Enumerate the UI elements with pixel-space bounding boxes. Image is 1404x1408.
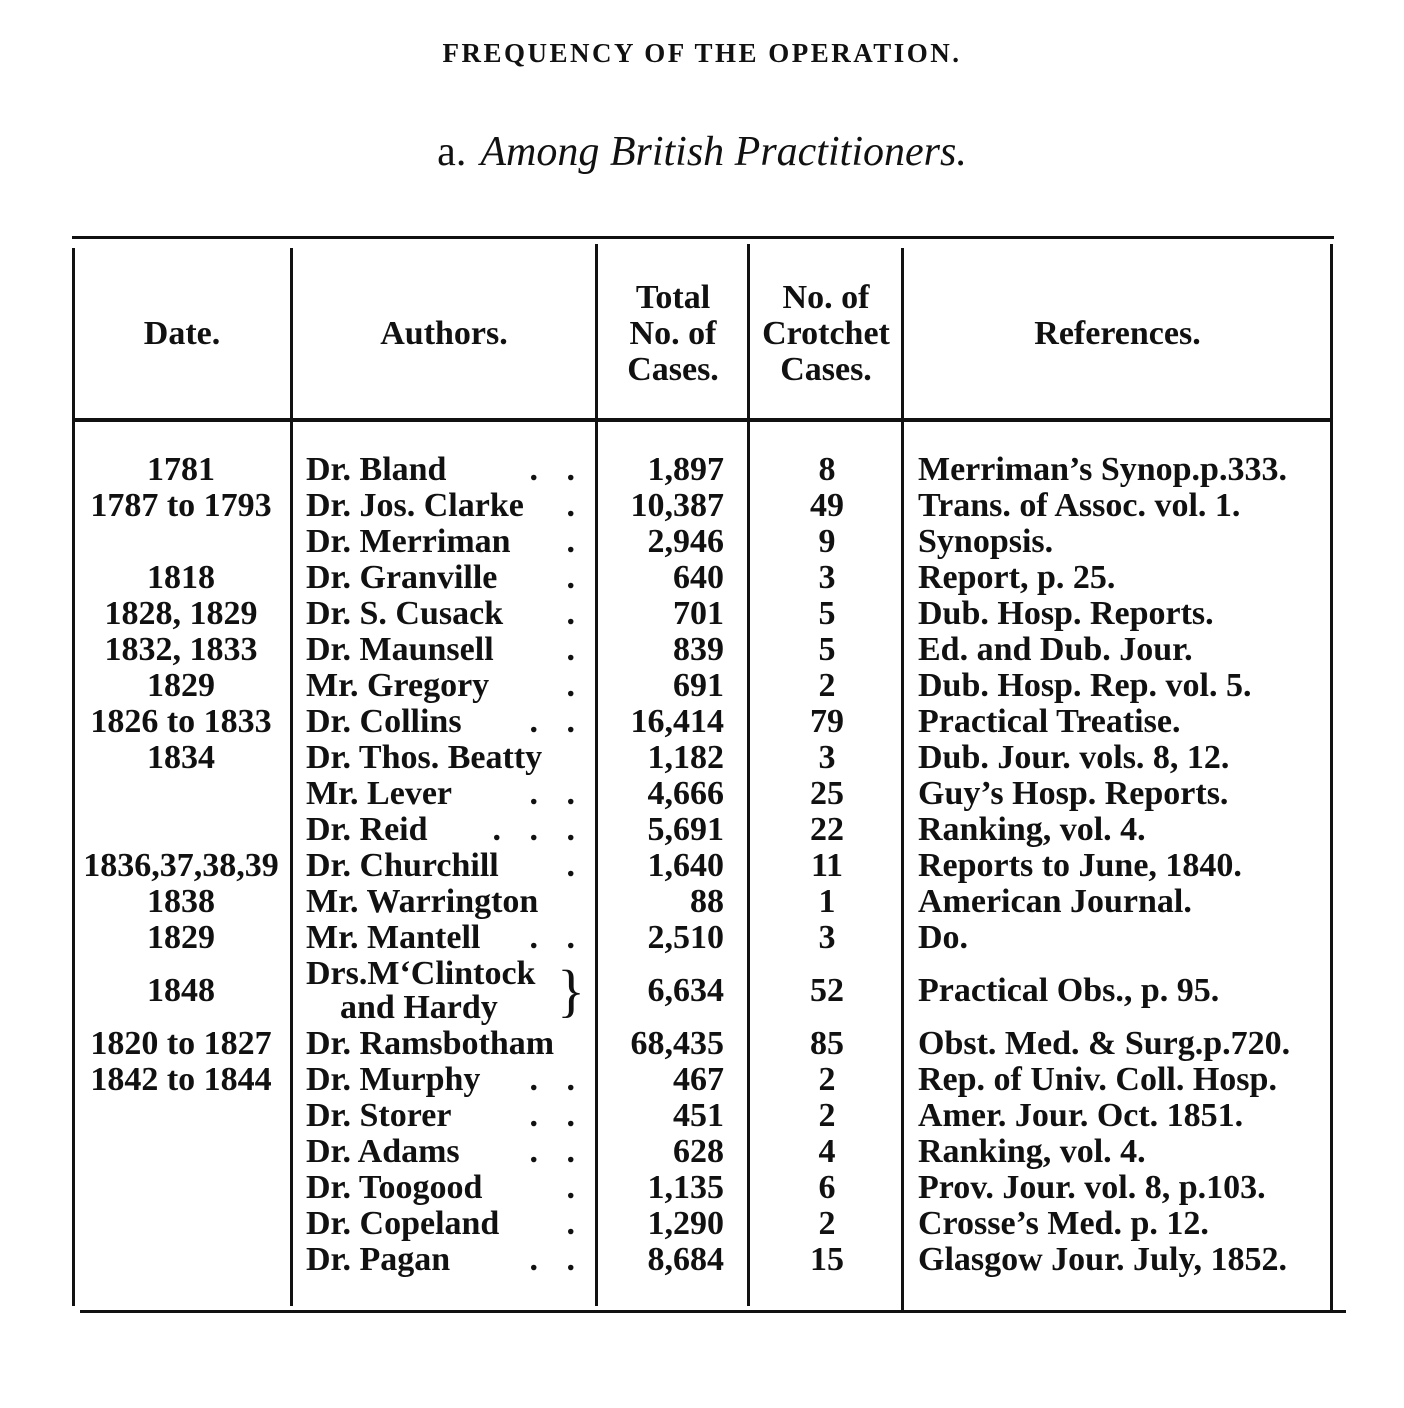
leader-dots: .: [566, 523, 585, 560]
total-cases-cell: 2,510: [647, 919, 724, 956]
total-cases-cell: 691: [673, 667, 724, 704]
leader-dots: . .: [529, 1133, 585, 1170]
total-cases-cell: 1,135: [647, 1169, 724, 1206]
author-name: Dr. Collins: [306, 703, 462, 740]
crotchet-cases-cell: 2: [818, 1205, 836, 1242]
crotchet-cases-cell: 8: [818, 451, 836, 488]
table-row: [0, 740, 1404, 776]
crotchet-cases-cell: 2: [818, 667, 836, 704]
table-row: [0, 704, 1404, 740]
date-cell: 1818: [147, 559, 215, 596]
crotchet-cases-cell: 25: [810, 775, 844, 812]
author-name: Dr. Murphy: [306, 1061, 481, 1098]
author-cell: [306, 632, 591, 668]
table-row: [0, 632, 1404, 668]
brace-mark: }: [557, 958, 585, 1023]
author-cell: [306, 1098, 591, 1134]
reference-cell: Do.: [918, 919, 969, 956]
reference-cell: Ranking, vol. 4.: [918, 811, 1146, 848]
reference-cell: Report, p. 25.: [918, 559, 1116, 596]
author-line-2: and Hardy: [340, 989, 498, 1026]
date-cell: [76, 1098, 286, 1134]
reference-cell: Practical Treatise.: [918, 703, 1181, 740]
table-row: [0, 1206, 1404, 1242]
reference-cell: Trans. of Assoc. vol. 1.: [918, 487, 1241, 524]
crotchet-cases-cell: 79: [810, 703, 844, 740]
total-cases-cell: 467: [673, 1061, 724, 1098]
leader-dots: . .: [529, 451, 585, 488]
date-cell: [76, 776, 286, 812]
crotchet-cases-cell: 49: [810, 487, 844, 524]
author-cell: [306, 1242, 591, 1278]
author-cell: [306, 1062, 591, 1098]
crotchet-cases-cell: 15: [810, 1241, 844, 1278]
section-letter: a.: [437, 129, 467, 175]
crotchet-cases-cell: 2: [818, 1097, 836, 1134]
author-cell: [306, 1170, 591, 1206]
date-cell: 1781: [147, 451, 215, 488]
author-cell: [306, 668, 591, 704]
author-cell: [306, 956, 591, 1026]
author-name: Dr. Maunsell: [306, 631, 494, 668]
table-row: [0, 668, 1404, 704]
crotchet-cases-cell: 4: [818, 1133, 836, 1170]
crotchet-cases-cell: 1: [818, 883, 836, 920]
author-cell: [306, 452, 591, 488]
reference-cell: American Journal.: [918, 883, 1192, 920]
table-bottom-rule: [80, 1310, 1346, 1313]
header-references: References.: [1034, 315, 1201, 352]
date-cell: 1836,37,38,39: [83, 847, 279, 884]
header-date: Date.: [143, 315, 221, 352]
table-row: [0, 1134, 1404, 1170]
date-cell: 1826 to 1833: [90, 703, 272, 740]
author-name: Dr. Granville: [306, 559, 498, 596]
header-total-cases: Total No. of Cases.: [627, 279, 719, 388]
reference-cell: Obst. Med. & Surg.p.720.: [918, 1025, 1291, 1062]
total-cases-cell: 16,414: [630, 703, 724, 740]
page-title: FREQUENCY OF THE OPERATION.: [442, 38, 962, 68]
author-cell: [306, 776, 591, 812]
author-name: Dr. Toogood: [306, 1169, 483, 1206]
table-body: [0, 452, 1404, 1278]
crotchet-cases-cell: 2: [818, 1061, 836, 1098]
total-cases-cell: 8,684: [647, 1241, 724, 1278]
leader-dots: .: [566, 595, 585, 632]
reference-cell: Synopsis.: [918, 523, 1054, 560]
author-name: Mr. Mantell: [306, 919, 481, 956]
author-name: Mr. Warrington: [306, 883, 539, 920]
table-row: [0, 776, 1404, 812]
table-row: [0, 452, 1404, 488]
crotchet-cases-cell: 5: [818, 631, 836, 668]
leader-dots: . . .: [492, 811, 585, 848]
table-row: [0, 1098, 1404, 1134]
leader-dots: . .: [529, 1241, 585, 1278]
total-cases-cell: 5,691: [647, 811, 724, 848]
total-cases-cell: 640: [673, 559, 724, 596]
crotchet-cases-cell: 11: [810, 847, 844, 884]
leader-dots: . .: [529, 775, 585, 812]
author-cell: [306, 596, 591, 632]
total-cases-cell: 839: [673, 631, 724, 668]
date-cell: 1838: [147, 883, 215, 920]
date-cell: [76, 1170, 286, 1206]
crotchet-cases-cell: 22: [810, 811, 844, 848]
date-cell: 1842 to 1844: [90, 1061, 272, 1098]
table-row: [0, 1062, 1404, 1098]
author-name: Dr. Ramsbotham: [306, 1025, 555, 1062]
author-cell: [306, 1134, 591, 1170]
author-name: Dr. Storer: [306, 1097, 452, 1134]
leader-dots: .: [566, 667, 585, 704]
total-cases-cell: 68,435: [630, 1025, 724, 1062]
crotchet-cases-cell: 52: [810, 972, 844, 1009]
author-name: Dr. Thos. Beatty: [306, 739, 543, 776]
reference-cell: Amer. Jour. Oct. 1851.: [918, 1097, 1244, 1134]
total-cases-cell: 451: [673, 1097, 724, 1134]
table-row: [0, 596, 1404, 632]
date-cell: [76, 1134, 286, 1170]
author-line-1: Drs.M‘Clintock: [306, 955, 536, 992]
date-cell: [76, 1206, 286, 1242]
reference-cell: Dub. Hosp. Rep. vol. 5.: [918, 667, 1252, 704]
table-top-rule: [72, 236, 1334, 239]
author-name: Dr. Merriman: [306, 523, 511, 560]
reference-cell: Dub. Hosp. Reports.: [918, 595, 1214, 632]
crotchet-cases-cell: 85: [810, 1025, 844, 1062]
date-cell: [76, 812, 286, 848]
leader-dots: .: [566, 847, 585, 884]
table-row: [0, 524, 1404, 560]
reference-cell: Rep. of Univ. Coll. Hosp.: [918, 1061, 1277, 1098]
author-name: Dr. Jos. Clarke: [306, 487, 524, 524]
leader-dots: .: [566, 1169, 585, 1206]
reference-cell: Ranking, vol. 4.: [918, 1133, 1146, 1170]
reference-cell: Ed. and Dub. Jour.: [918, 631, 1193, 668]
reference-cell: Prov. Jour. vol. 8, p.103.: [918, 1169, 1266, 1206]
table-row: [0, 920, 1404, 956]
table-row: [0, 1170, 1404, 1206]
total-cases-cell: 1,640: [647, 847, 724, 884]
leader-dots: . .: [529, 1061, 585, 1098]
author-name: Dr. S. Cusack: [306, 595, 504, 632]
author-name: Dr. Bland: [306, 451, 447, 488]
table-row: [0, 884, 1404, 920]
total-cases-cell: 6,634: [647, 972, 724, 1009]
section-title: [0, 128, 1404, 176]
total-cases-cell: 1,290: [647, 1205, 724, 1242]
author-cell: [306, 884, 591, 920]
table-row: [0, 812, 1404, 848]
crotchet-cases-cell: 3: [818, 919, 836, 956]
author-cell: [306, 488, 591, 524]
date-cell: 1828, 1829: [104, 595, 258, 632]
crotchet-cases-cell: 3: [818, 739, 836, 776]
author-cell: [306, 524, 591, 560]
leader-dots: . .: [529, 703, 585, 740]
total-cases-cell: 1,182: [647, 739, 724, 776]
author-cell: [306, 848, 591, 884]
reference-cell: Dub. Jour. vols. 8, 12.: [918, 739, 1230, 776]
section-heading: Among British Practitioners.: [480, 129, 967, 175]
author-name: Dr. Adams: [306, 1133, 460, 1170]
total-cases-cell: 628: [673, 1133, 724, 1170]
author-name: Dr. Copeland: [306, 1205, 500, 1242]
reference-cell: Practical Obs., p. 95.: [918, 972, 1220, 1009]
total-cases-cell: 10,387: [630, 487, 724, 524]
reference-cell: Reports to June, 1840.: [918, 847, 1242, 884]
author-name: Dr. Reid: [306, 811, 428, 848]
leader-dots: .: [566, 1205, 585, 1242]
author-cell: [306, 920, 591, 956]
total-cases-cell: 88: [690, 883, 724, 920]
date-cell: 1820 to 1827: [90, 1025, 272, 1062]
leader-dots: . .: [529, 919, 585, 956]
crotchet-cases-cell: 5: [818, 595, 836, 632]
leader-dots: .: [566, 487, 585, 524]
leader-dots: .: [566, 631, 585, 668]
author-cell: [306, 704, 591, 740]
date-cell: 1787 to 1793: [90, 487, 272, 524]
crotchet-cases-cell: 9: [818, 523, 836, 560]
date-cell: 1848: [147, 972, 215, 1009]
table-row: [0, 848, 1404, 884]
author-cell: [306, 1026, 591, 1062]
table-row: [0, 956, 1404, 1026]
total-cases-cell: 701: [673, 595, 724, 632]
table-row: [0, 1026, 1404, 1062]
table-row: [0, 1242, 1404, 1278]
total-cases-cell: 2,946: [647, 523, 724, 560]
header-crotchet-cases: No. of Crotchet Cases.: [762, 279, 890, 388]
reference-cell: Crosse’s Med. p. 12.: [918, 1205, 1209, 1242]
author-name: Dr. Churchill: [306, 847, 499, 884]
header-authors: Authors.: [380, 315, 508, 352]
author-name: Dr. Pagan: [306, 1241, 451, 1278]
crotchet-cases-cell: 6: [818, 1169, 836, 1206]
reference-cell: Guy’s Hosp. Reports.: [918, 775, 1229, 812]
leader-dots: . .: [529, 1097, 585, 1134]
table-row: [0, 560, 1404, 596]
author-cell: [306, 740, 591, 776]
author-cell: [306, 812, 591, 848]
total-cases-cell: 1,897: [647, 451, 724, 488]
author-name: Mr. Gregory: [306, 667, 490, 704]
header-bottom-rule: [74, 418, 1330, 422]
reference-cell: Glasgow Jour. July, 1852.: [918, 1241, 1288, 1278]
date-cell: 1829: [147, 667, 215, 704]
date-cell: 1834: [147, 739, 215, 776]
author-cell: [306, 1206, 591, 1242]
table-row: [0, 488, 1404, 524]
reference-cell: Merriman’s Synop.p.333.: [918, 451, 1287, 488]
author-cell: [306, 560, 591, 596]
date-cell: 1829: [147, 919, 215, 956]
leader-dots: .: [566, 559, 585, 596]
date-cell: [76, 524, 286, 560]
crotchet-cases-cell: 3: [818, 559, 836, 596]
date-cell: 1832, 1833: [104, 631, 258, 668]
date-cell: [76, 1242, 286, 1278]
total-cases-cell: 4,666: [647, 775, 724, 812]
author-name: Mr. Lever: [306, 775, 453, 812]
